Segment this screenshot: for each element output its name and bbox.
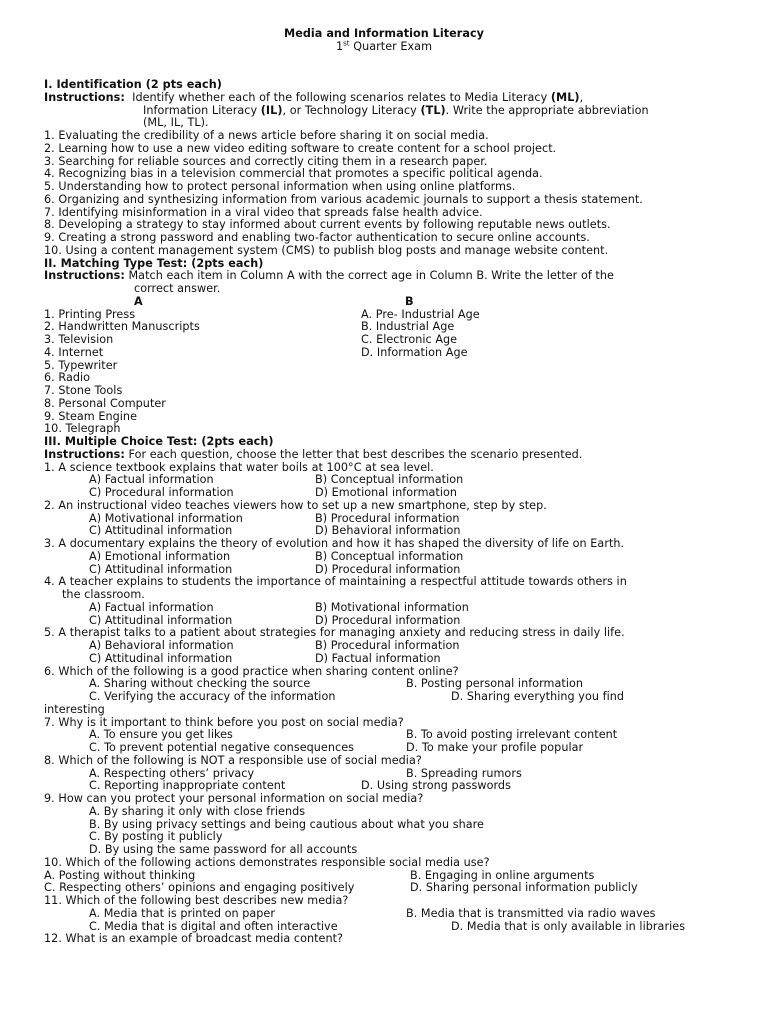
subtitle-superscript: st [343,39,350,48]
choice: C) Attitudinal information [89,524,233,537]
instructions-label: Instructions: [44,448,125,461]
choice: C) Procedural information [89,486,234,499]
choice: D. Sharing personal information publicly [410,881,638,894]
list-item: 1. Evaluating the credibility of a news article before sharing it on social media. [44,129,489,142]
choice: C) Attitudinal information [89,652,233,665]
instructions-text: For each question, choose the letter that best describes the scenario presented. [124,448,583,461]
choice: D) Factual information [315,652,441,665]
question: 1. A science textbook explains that water boils at 100°C at sea level. [44,461,434,474]
choice: B. By using privacy settings and being cautious about what you share [89,818,484,831]
column-a-item: 3. Television [44,333,114,346]
column-a-item: 8. Personal Computer [44,397,166,410]
question: 12. What is an example of broadcast media content? [44,932,344,945]
choice: C. Respecting others’ opinions and engaging positively [44,881,355,894]
choice: A) Emotional information [89,550,231,563]
choice: D. Media that is only available in libraries [451,920,686,933]
il-abbrev: (IL) [260,104,283,117]
column-b-item: A. Pre- Industrial Age [361,308,480,321]
instructions-text: Match each item in Column A with the correct age in Column B. Write the letter of the [128,269,614,282]
choice: A) Factual information [89,473,214,486]
choice: A. Posting without thinking [44,869,196,882]
column-a-item: 2. Handwritten Manuscripts [44,320,200,333]
column-b-item: B. Industrial Age [361,320,455,333]
choice: D) Behavioral information [315,524,461,537]
part2-instructions-line2: correct answer. [134,282,221,295]
choice: A) Motivational information [89,512,243,525]
choice: B) Procedural information [315,512,460,525]
choice: B. Engaging in online arguments [410,869,595,882]
column-a-item: 4. Internet [44,346,104,359]
choice: C) Attitudinal information [89,614,233,627]
choice: C. By posting it publicly [89,830,223,843]
list-item: 9. Creating a strong password and enabling two-factor authentication to secure online accounts. [44,231,590,244]
list-item: 4. Recognizing bias in a television commercial that promotes a specific political agenda. [44,167,543,180]
subtitle-text: Quarter Exam [349,40,433,53]
question: 6. Which of the following is a good practice when sharing content online? [44,665,459,678]
choice: B) Procedural information [315,639,460,652]
choice: B. To avoid posting irrelevant content [406,728,618,741]
column-a-item: 9. Steam Engine [44,410,138,423]
choice: A. Respecting others’ privacy [89,767,255,780]
exam-subtitle [0,41,768,54]
part3-heading: III. Multiple Choice Test: (2pts each) [44,435,274,448]
choice: B) Conceptual information [315,550,464,563]
question: 2. An instructional video teaches viewers how to set up a new smartphone, step by step. [44,499,547,512]
column-a-item: 1. Printing Press [44,308,136,321]
instructions-text: , or Technology Literacy [282,104,421,117]
question: 8. Which of the following is NOT a responsible use of social media? [44,754,422,767]
choice: B. Spreading rumors [406,767,522,780]
column-a-item: 10. Telegraph [44,422,121,435]
choice: C. Media that is digital and often interactive [89,920,338,933]
choice: C) Attitudinal information [89,563,233,576]
choice: A. To ensure you get likes [89,728,233,741]
column-a-item: 5. Typewriter [44,359,118,372]
question: 4. A teacher explains to students the importance of maintaining a respectful attitude towards others in [44,575,627,588]
choice-continued: interesting [44,703,105,716]
column-a-item: 7. Stone Tools [44,384,123,397]
list-item: 2. Learning how to use a new video editing software to create content for a school project. [44,142,557,155]
choice: B. Posting personal information [406,677,584,690]
part1-heading: I. Identification (2 pts each) [44,78,222,91]
list-item: 10. Using a content management system (CMS) to publish blog posts and manage website content. [44,244,609,257]
choice: B) Conceptual information [315,473,464,486]
list-item: 8. Developing a strategy to stay informed about current events by following reputable news outlets. [44,218,611,231]
question: 10. Which of the following actions demonstrates responsible social media use? [44,856,490,869]
choice: B) Motivational information [315,601,469,614]
choice: C. Reporting inappropriate content [89,779,286,792]
choice: D) Emotional information [315,486,458,499]
column-b-item: D. Information Age [361,346,468,359]
choice: A. Media that is printed on paper [89,907,276,920]
list-item: 3. Searching for reliable sources and correctly citing them in a research paper. [44,155,488,168]
instructions-label: Instructions: [44,269,125,282]
list-item: 5. Understanding how to protect personal information when using online platforms. [44,180,516,193]
instructions-text: . Write the appropriate abbreviation [445,104,649,117]
question: 11. Which of the following best describes new media? [44,894,349,907]
choice: A) Behavioral information [89,639,234,652]
question: 3. A documentary explains the theory of evolution and how it has shaped the diversity of life on Earth. [44,537,625,550]
choice: A. By sharing it only with close friends [89,805,306,818]
instructions-label: Instructions: [44,91,125,104]
choice: D) Procedural information [315,614,461,627]
choice: A. Sharing without checking the source [89,677,311,690]
part2-heading: II. Matching Type Test: (2pts each) [44,257,264,270]
choice: D. Using strong passwords [361,779,511,792]
choice: D. Sharing everything you find [451,690,625,703]
ml-abbrev: (ML) [550,91,580,104]
part3-instructions [44,449,582,462]
column-a-label: A [134,295,143,308]
part1-instructions-line2 [143,105,649,118]
question-continued: the classroom. [62,588,145,601]
question: 7. Why is it important to think before you post on social media? [44,716,404,729]
list-item: 6. Organizing and synthesizing information from various academic journals to support a thesis statement. [44,193,643,206]
tl-abbrev: (TL) [420,104,446,117]
instructions-text: Information Literacy [143,104,261,117]
choice: D. By using the same password for all accounts [89,843,358,856]
choice: C. To prevent potential negative consequences [89,741,355,754]
subtitle-number: 1 [335,40,344,53]
choice: D. To make your profile popular [406,741,584,754]
column-b-label: B [405,295,414,308]
choice: C. Verifying the accuracy of the information [89,690,336,703]
part1-instructions-line3: (ML, IL, TL). [143,116,209,129]
part2-instructions-line1 [44,270,614,283]
instructions-text: , [579,91,584,104]
choice: A) Factual information [89,601,214,614]
instructions-text: Identify whether each of the following scenarios relates to Media Literacy [132,91,551,104]
choice: B. Media that is transmitted via radio waves [406,907,656,920]
question: 9. How can you protect your personal information on social media? [44,792,424,805]
list-item: 7. Identifying misinformation in a viral video that spreads false health advice. [44,206,483,219]
column-b-item: C. Electronic Age [361,333,458,346]
question: 5. A therapist talks to a patient about strategies for managing anxiety and reducing stress in daily life. [44,626,625,639]
column-a-item: 6. Radio [44,371,91,384]
part1-instructions-line1 [44,92,583,105]
exam-title: Media and Information Literacy [284,27,484,40]
choice: D) Procedural information [315,563,461,576]
